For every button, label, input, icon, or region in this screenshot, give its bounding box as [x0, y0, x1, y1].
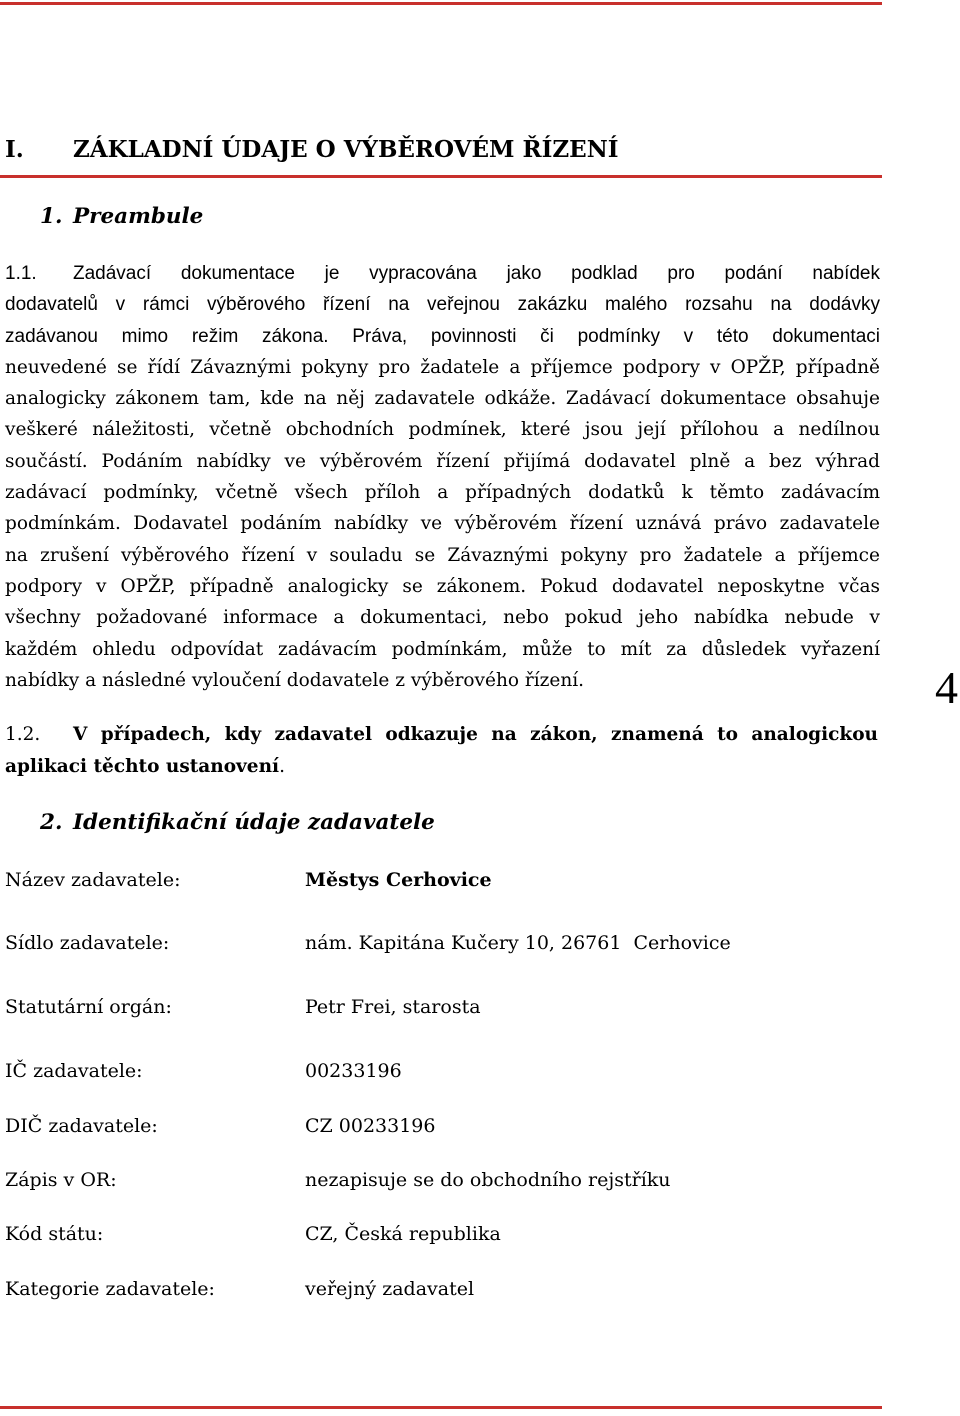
info-row-name [0, 865, 960, 895]
paragraph-line: podpory v OPŽP, případně analogicky se zákonem. Pokud dodavatel neposkytne včas [5, 575, 880, 597]
info-value: CZ 00233196 [305, 1115, 436, 1137]
bottom-red-rule [0, 1406, 882, 1409]
info-row-dic [0, 1111, 960, 1141]
paragraph-line: dodavatelů v rámci výběrového řízení na veřejnou zakázku malého rozsahu na dodávky [5, 294, 880, 316]
page-number: 4 [935, 662, 958, 713]
paragraph-line [5, 751, 878, 783]
paragraph-number: 1.1. [5, 263, 37, 284]
info-label: Sídlo zadavatele: [5, 932, 170, 954]
paragraph-number: 1.2. [5, 724, 41, 745]
paragraph-line: součástí. Podáním nabídky ve výběrovém řízení přijímá dodavatel plně a bez výhrad [5, 450, 880, 472]
paragraph-line: na zrušení výběrového řízení v souladu se Závaznými pokyny pro žadatele a příjemce [5, 544, 880, 566]
info-label: Statutární orgán: [5, 996, 172, 1018]
section-title: ZÁKLADNÍ ÚDAJE O VÝBĚROVÉM ŘÍZENÍ [73, 136, 619, 163]
info-row-statutory-body [0, 992, 960, 1022]
section-number: I. [5, 136, 24, 163]
paragraph-line [5, 719, 878, 751]
info-label: IČ zadavatele: [5, 1060, 143, 1082]
info-value: Petr Frei, starosta [305, 996, 481, 1018]
paragraph-1-1 [5, 258, 880, 696]
info-label: DIČ zadavatele: [5, 1115, 158, 1137]
info-row-country-code [0, 1219, 960, 1249]
paragraph-line-text: V případech, kdy zadavatel odkazuje na zákon, znamená to analogickou [73, 724, 878, 745]
paragraph-line: všechny požadované informace a dokumentaci, nebo pokud jeho nabídka nebude v [5, 607, 880, 629]
paragraph-line [5, 258, 880, 289]
paragraph-line: nabídky a následné vyloučení dodavatele z výběrového řízení. [5, 669, 585, 691]
paragraph-line: veškeré náležitosti, včetně obchodních podmínek, které jsou její přílohou a nedílnou [5, 419, 880, 441]
paragraph-line: zadávanou mimo režim zákona. Práva, povinnosti či podmínky v této dokumentaci [5, 325, 880, 347]
info-label: Zápis v OR: [5, 1169, 117, 1191]
info-row-category [0, 1274, 960, 1304]
info-value: nám. Kapitána Kučery 10, 26761 Cerhovice [305, 932, 731, 954]
paragraph-line-text: Zadávací dokumentace je vypracována jako podklad pro podání nabídek [73, 263, 880, 284]
top-red-rule [0, 2, 882, 5]
paragraph-bold-text: aplikaci těchto ustanovení [5, 756, 280, 777]
info-value: nezapisuje se do obchodního rejstříku [305, 1169, 671, 1191]
identification-number: 2. [40, 810, 63, 835]
info-value: veřejný zadavatel [305, 1278, 475, 1300]
identification-title: Identifikační údaje zadavatele [73, 810, 435, 835]
paragraph-line: neuvedené se řídí Závaznými pokyny pro žadatele a příjemce podpory v OPŽP, případně [5, 356, 880, 378]
info-value: CZ, Česká republika [305, 1223, 501, 1245]
info-label: Kód státu: [5, 1223, 104, 1245]
info-row-register [0, 1165, 960, 1195]
paragraph-line: každém ohledu odpovídat zadávacím podmínkám, může to mít za důsledek vyřazení [5, 638, 880, 660]
paragraph-line: zadávací podmínky, včetně všech příloh a případných dodatků k těmto zadávacím [5, 482, 880, 504]
heading-red-rule [0, 175, 882, 178]
info-row-ico [0, 1056, 960, 1086]
info-value: Městys Cerhovice [305, 869, 492, 891]
info-row-seat [0, 928, 960, 958]
paragraph-1-2 [5, 719, 878, 783]
preambule-title: Preambule [73, 204, 204, 229]
paragraph-line: podmínkám. Dodavatel podáním nabídky ve výběrovém řízení uznává právo zadavatele [5, 513, 880, 535]
preambule-number: 1. [40, 204, 63, 229]
info-value: 00233196 [305, 1060, 402, 1082]
info-label: Kategorie zadavatele: [5, 1278, 215, 1300]
paragraph-period: . [279, 756, 285, 777]
info-label: Název zadavatele: [5, 869, 181, 891]
paragraph-line: analogicky zákonem tam, kde na něj zadavatele odkáže. Zadávací dokumentace obsahuje [5, 388, 880, 410]
